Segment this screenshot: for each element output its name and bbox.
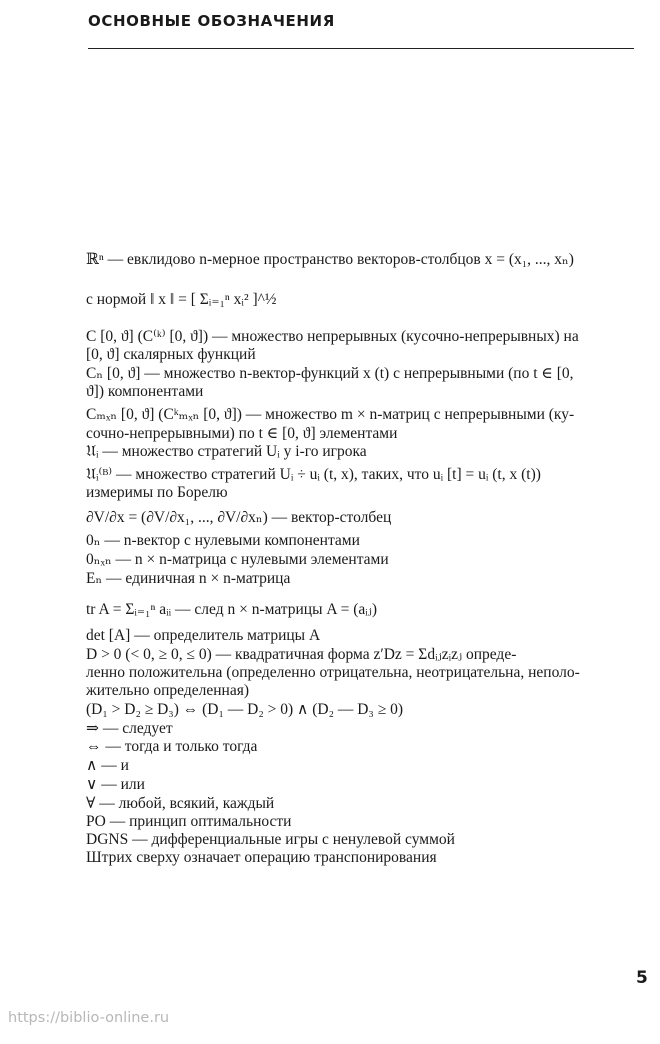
- notation-line: det [A] — определитель матрицы A: [86, 627, 321, 644]
- notation-line: ⇒ — следует: [86, 720, 173, 737]
- notation-line: 𝔘ᵢ — множество стратегий Uᵢ у i-го игрока: [86, 443, 367, 460]
- notation-line: Штрих сверху означает операцию транспонирования: [86, 849, 437, 866]
- notation-line: измеримы по Борелю: [86, 484, 228, 501]
- notation-line: C [0, ϑ] (C⁽ᵏ⁾ [0, ϑ]) — множество непрерывных (кусочно-непрерывных) на: [86, 328, 579, 345]
- notation-line: 0ₙ — n-вектор с нулевыми компонентами: [86, 532, 360, 549]
- notation-line: ленно положительна (определенно отрицательна, неотрицательна, неполо-: [86, 664, 580, 681]
- notation-line: ℝⁿ — евклидово n-мерное пространство векторов-столбцов x = (x₁, ..., xₙ): [86, 251, 574, 268]
- notation-line: DGNS — дифференциальные игры с ненулевой суммой: [86, 831, 455, 848]
- notation-line: ∂V/∂x = (∂V/∂x₁, ..., ∂V/∂xₙ) — вектор-столбец: [86, 509, 392, 526]
- notation-line: (D₁ > D₂ ≥ D₃) ⇔ (D₁ — D₂ > 0) ∧ (D₂ — D₃ ≥ 0): [86, 701, 403, 718]
- notation-line: ∨ — или: [86, 776, 145, 793]
- header-rule: [88, 48, 634, 49]
- notation-line: ∧ — и: [86, 757, 129, 774]
- page-number: 5: [636, 968, 648, 988]
- notation-line: сочно-непрерывными) по t ∈ [0, ϑ] элементами: [86, 425, 398, 442]
- notation-line: PO — принцип оптимальности: [86, 813, 292, 830]
- notation-line: [0, ϑ] скалярных функций: [86, 346, 256, 363]
- notation-line: с нормой ‖ x ‖ = [ Σᵢ₌₁ⁿ xᵢ² ]^½: [86, 291, 277, 308]
- notation-line: ϑ]) компонентами: [86, 383, 204, 400]
- notation-list: [86, 250, 648, 867]
- notation-line: tr A = Σᵢ₌₁ⁿ aᵢᵢ — след n × n-матрицы A = (aᵢⱼ): [86, 601, 378, 618]
- notation-line: 0ₙₓₙ — n × n-матрица с нулевыми элементами: [86, 551, 389, 568]
- notation-line: ⇔ — тогда и только тогда: [86, 738, 258, 755]
- notation-line: жительно определенная): [86, 682, 249, 699]
- watermark-url: https://biblio-online.ru: [8, 1010, 170, 1026]
- notation-line: ∀ — любой, всякий, каждый: [86, 795, 275, 812]
- notation-line: D > 0 (< 0, ≥ 0, ≤ 0) — квадратичная форма z′Dz = Σdᵢⱼzᵢzⱼ опреде-: [86, 646, 517, 663]
- notation-line: Cₘₓₙ [0, ϑ] (Cᵏₘₓₙ [0, ϑ]) — множество m × n-матриц с непрерывными (ку-: [86, 406, 575, 423]
- notation-line: Eₙ — единичная n × n-матрица: [86, 570, 291, 587]
- notation-line: Cₙ [0, ϑ] — множество n-вектор-функций x (t) с непрерывными (по t ∈ [0,: [86, 365, 574, 382]
- notation-line: 𝔘ᵢ⁽ᴮ⁾ — множество стратегий Uᵢ ÷ uᵢ (t, x), таких, что uᵢ [t] = uᵢ (t, x (t)): [86, 466, 541, 483]
- page-header-title: ОСНОВНЫЕ ОБОЗНАЧЕНИЯ: [88, 12, 335, 30]
